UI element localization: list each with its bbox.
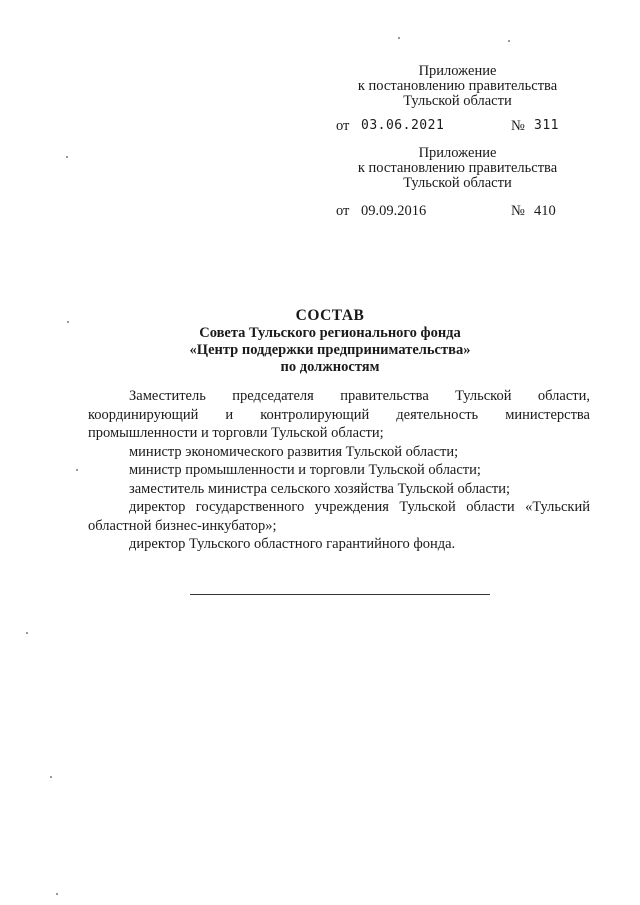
closing-divider <box>190 594 490 595</box>
resolution-date: 09.09.2016 <box>361 203 427 219</box>
members-list <box>88 387 590 554</box>
list-item: Заместитель председателя правительства Тульской области, координирующий и контролирующий деятельность министерства промышленности и торговли Тульской области; <box>88 388 590 441</box>
appendix-label: Приложение <box>418 63 497 79</box>
appendix-header-original <box>330 146 585 191</box>
date-prefix: от <box>336 118 350 134</box>
scan-speck <box>26 632 28 634</box>
title-qualifier: по должностям <box>280 359 380 375</box>
scan-speck <box>56 893 58 895</box>
title-council-name: Совета Тульского регионального фонда <box>199 325 461 341</box>
resolution-dateline-current <box>336 118 566 136</box>
number-sign: № <box>511 118 525 134</box>
appendix-reference: к постановлению правительства <box>357 160 558 176</box>
appendix-reference: к постановлению правительства <box>357 78 558 94</box>
title-heading: СОСТАВ <box>295 307 365 324</box>
scan-speck <box>50 776 52 778</box>
resolution-dateline-original <box>336 203 566 221</box>
scan-speck <box>508 40 510 42</box>
appendix-region: Тульской области <box>403 175 512 191</box>
title-fund-name: «Центр поддержки предпринимательства» <box>189 342 471 358</box>
list-item: директор Тульского областного гарантийного фонда. <box>129 536 456 552</box>
list-item: министр промышленности и торговли Тульской области; <box>129 462 481 478</box>
list-item: заместитель министра сельского хозяйства Тульской области; <box>129 480 511 497</box>
number-sign: № <box>511 203 525 219</box>
scan-speck <box>76 469 78 471</box>
scan-speck <box>67 321 69 323</box>
scan-speck <box>398 37 400 39</box>
appendix-region: Тульской области <box>403 93 512 109</box>
list-item: директор государственного учреждения Тульской области «Тульский областной бизнес-инкубатор»; <box>88 499 590 534</box>
list-item: министр экономического развития Тульской области; <box>129 443 459 460</box>
appendix-label: Приложение <box>418 145 497 161</box>
document-title <box>130 307 530 376</box>
scan-speck <box>66 156 68 158</box>
date-prefix: от <box>336 203 350 219</box>
resolution-number: 311 <box>534 118 559 133</box>
resolution-date: 03.06.2021 <box>361 118 445 133</box>
appendix-header-current <box>330 64 585 109</box>
resolution-number: 410 <box>534 203 556 219</box>
